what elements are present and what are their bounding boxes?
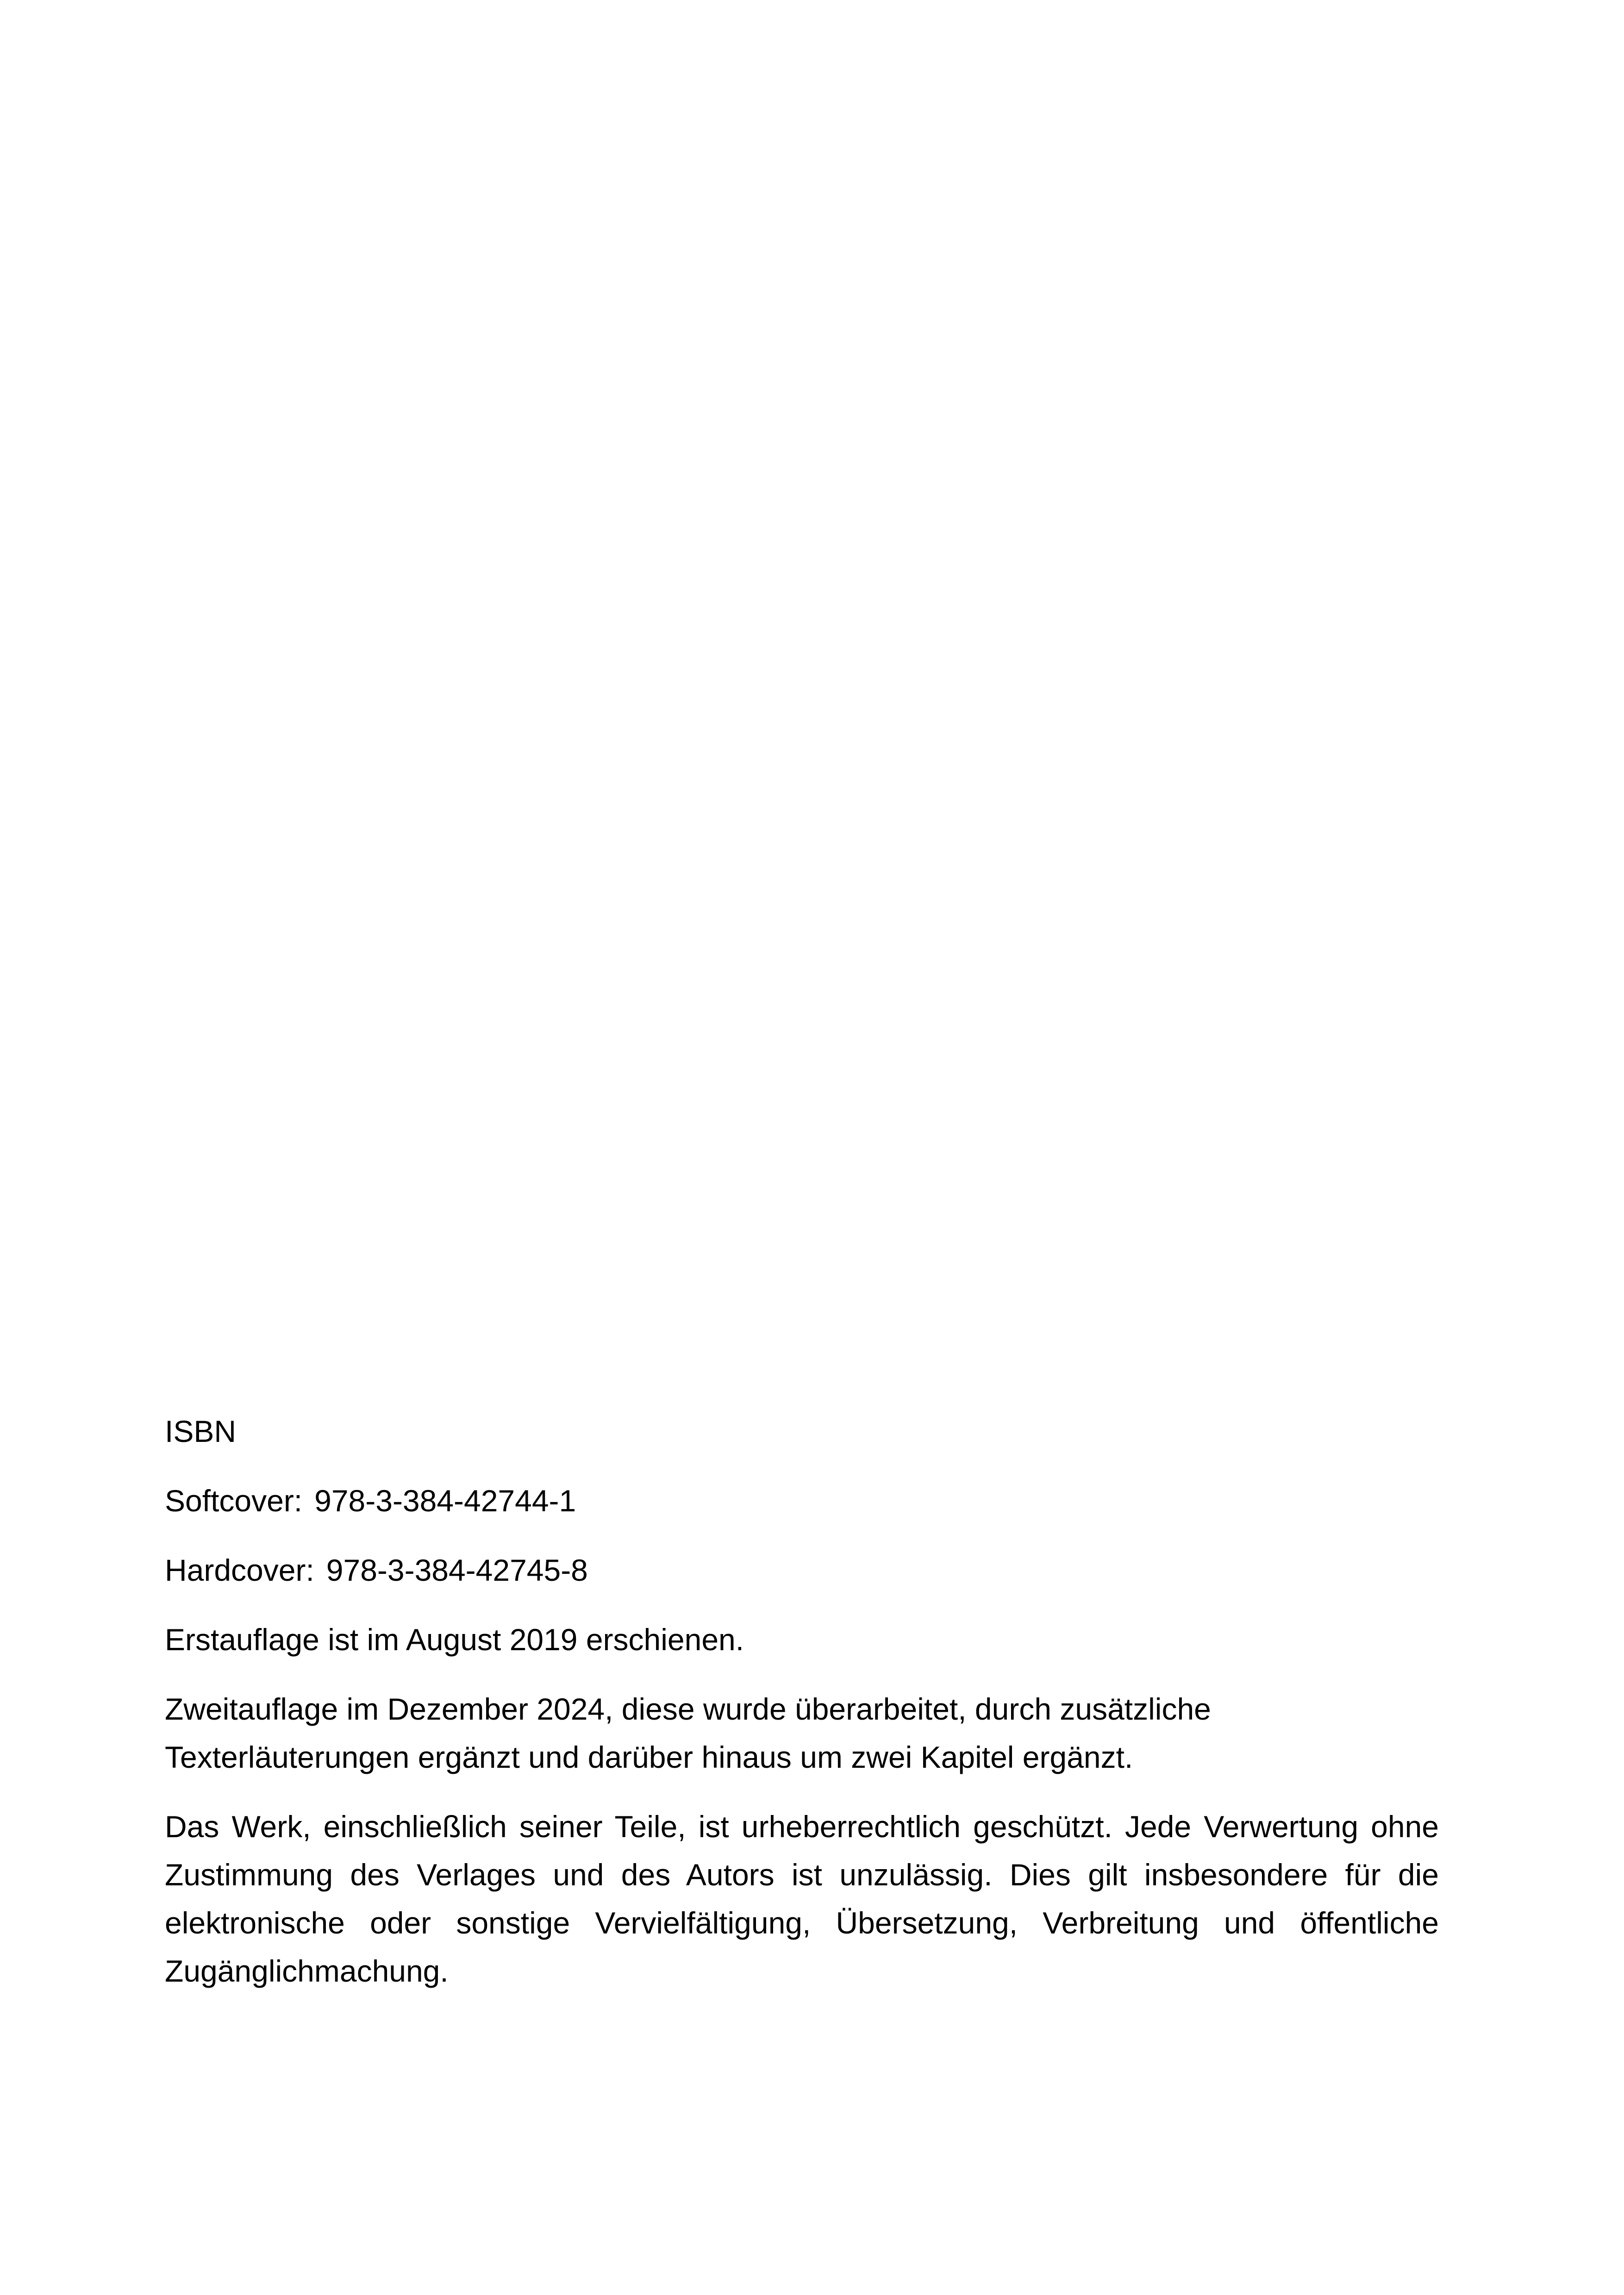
- imprint-block: [165, 1407, 1439, 1995]
- softcover-line: [165, 1477, 1439, 1525]
- copyright-notice: Das Werk, einschließlich seiner Teile, ist urheberrechtlich geschützt. Jede Verwertung ohne Zustimmung des Verlages und des Autors ist unzulässig. Dies gilt insbesondere für die elektronische oder sonstige Vervielfältigung, Übersetzung, Verbreitung und öffentliche Zugänglichmachung.: [165, 1809, 1439, 1988]
- hardcover-line: [165, 1546, 1439, 1594]
- first-edition-note: Erstauflage ist im August 2019 erschienen.: [165, 1622, 744, 1657]
- softcover-label: Softcover:: [165, 1484, 303, 1518]
- second-edition-note: Zweitauflage im Dezember 2024, diese wurde überarbeitet, durch zusätzliche Texterläuterungen ergänzt und darüber hinaus um zwei Kapitel ergänzt.: [165, 1692, 1211, 1774]
- hardcover-label: Hardcover:: [165, 1553, 314, 1587]
- hardcover-isbn: 978-3-384-42745-8: [326, 1553, 588, 1587]
- isbn-heading: ISBN: [165, 1414, 237, 1448]
- softcover-isbn: 978-3-384-42744-1: [314, 1484, 576, 1518]
